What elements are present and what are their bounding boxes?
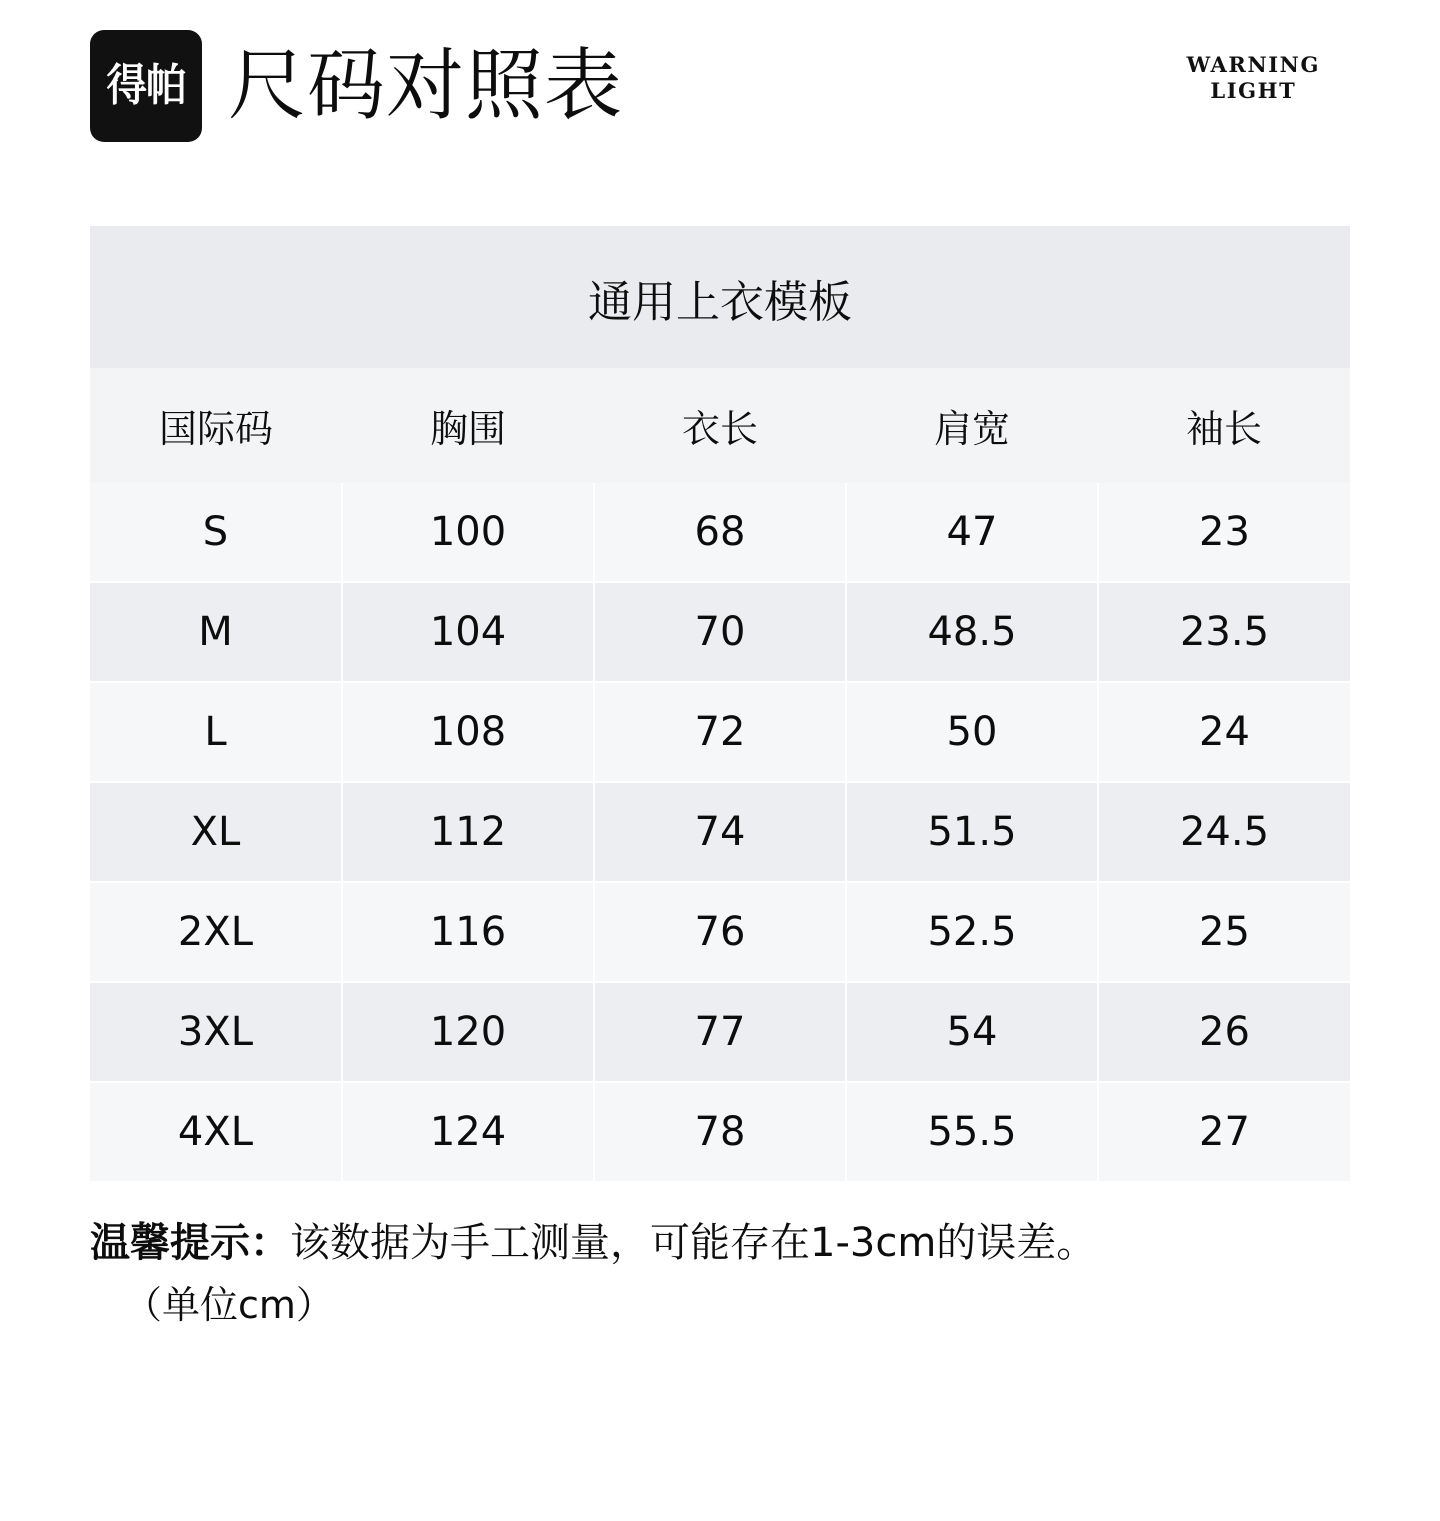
table-row — [90, 582, 1350, 682]
column-header-bust: 胸围 — [342, 368, 594, 483]
cell-sleeve: 24.5 — [1098, 782, 1350, 882]
cell-sleeve: 25 — [1098, 882, 1350, 982]
table-caption-row — [90, 226, 1350, 368]
cell-length: 74 — [594, 782, 846, 882]
cell-bust: 100 — [342, 483, 594, 582]
cell-shoulder: 50 — [846, 682, 1098, 782]
cell-length: 70 — [594, 582, 846, 682]
cell-bust: 124 — [342, 1082, 594, 1182]
column-header-sleeve: 袖长 — [1098, 368, 1350, 483]
cell-length: 68 — [594, 483, 846, 582]
cell-bust: 104 — [342, 582, 594, 682]
cell-shoulder: 55.5 — [846, 1082, 1098, 1182]
cell-bust: 108 — [342, 682, 594, 782]
table-row — [90, 882, 1350, 982]
cell-sleeve: 26 — [1098, 982, 1350, 1082]
cell-size: L — [90, 682, 342, 782]
brand-wordmark — [1187, 52, 1320, 103]
cell-sleeve: 27 — [1098, 1082, 1350, 1182]
measurement-note — [90, 1213, 1350, 1334]
column-header-shoulder: 肩宽 — [846, 368, 1098, 483]
size-table — [90, 226, 1350, 1183]
cell-size: M — [90, 582, 342, 682]
page-title: 尺码对照表 — [228, 41, 624, 131]
cell-shoulder: 47 — [846, 483, 1098, 582]
cell-shoulder: 52.5 — [846, 882, 1098, 982]
note-label: 温馨提示： — [90, 1220, 290, 1266]
cell-length: 78 — [594, 1082, 846, 1182]
brand-logo-badge — [90, 30, 202, 142]
cell-sleeve: 23.5 — [1098, 582, 1350, 682]
cell-shoulder: 48.5 — [846, 582, 1098, 682]
table-body — [90, 483, 1350, 1182]
header — [0, 0, 1440, 170]
cell-length: 72 — [594, 682, 846, 782]
brand-block — [90, 30, 623, 142]
cell-sleeve: 24 — [1098, 682, 1350, 782]
cell-size: 3XL — [90, 982, 342, 1082]
table-caption: 通用上衣模板 — [90, 226, 1350, 368]
cell-bust: 112 — [342, 782, 594, 882]
cell-length: 76 — [594, 882, 846, 982]
cell-size: 2XL — [90, 882, 342, 982]
table-row — [90, 782, 1350, 882]
cell-sleeve: 23 — [1098, 483, 1350, 582]
brand-wordmark-line1: WARNING — [1186, 52, 1320, 77]
table-row — [90, 1082, 1350, 1182]
cell-shoulder: 54 — [846, 982, 1098, 1082]
cell-shoulder: 51.5 — [846, 782, 1098, 882]
brand-logo-text: 得帕 — [106, 60, 186, 111]
cell-size: 4XL — [90, 1082, 342, 1182]
cell-size: XL — [90, 782, 342, 882]
cell-bust: 116 — [342, 882, 594, 982]
table-row — [90, 982, 1350, 1082]
cell-size: S — [90, 483, 342, 582]
note-text: 该数据为手工测量，可能存在1-3cm的误差。 — [290, 1220, 1097, 1266]
table-row — [90, 483, 1350, 582]
table-row — [90, 682, 1350, 782]
cell-length: 77 — [594, 982, 846, 1082]
table-header-row — [90, 368, 1350, 483]
size-table-container — [90, 226, 1350, 1183]
note-unit: （单位cm） — [124, 1283, 334, 1327]
brand-wordmark-line2: LIGHT — [1210, 77, 1297, 103]
column-header-length: 衣长 — [594, 368, 846, 483]
column-header-size: 国际码 — [90, 368, 342, 483]
cell-bust: 120 — [342, 982, 594, 1082]
